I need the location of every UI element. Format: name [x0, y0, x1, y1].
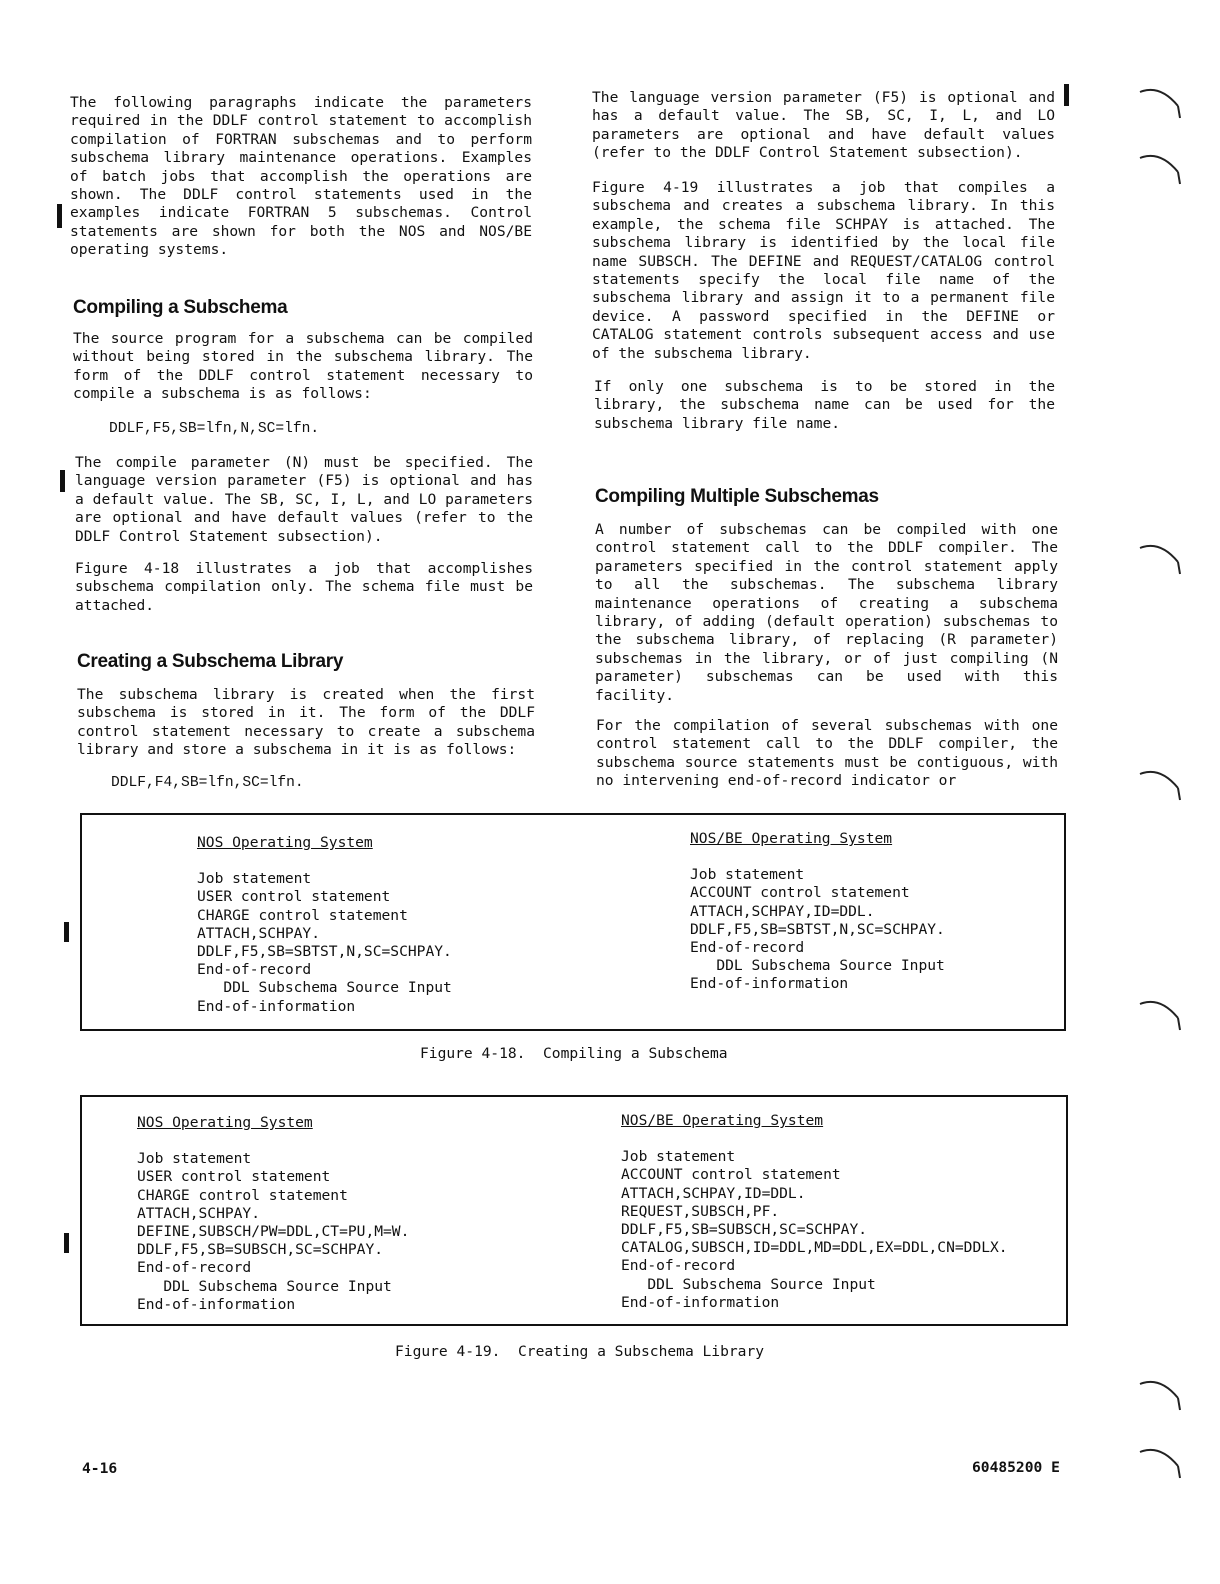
change-bar: [1064, 84, 1069, 106]
control-statement-line: End-of-record: [621, 1257, 736, 1275]
control-statement-line: End-of-information: [197, 997, 356, 1015]
figure-4-19-nosbe-column: [621, 1112, 1008, 1312]
binder-hole-icon: [1140, 90, 1180, 118]
control-statement-line: CHARGE control statement: [137, 1186, 348, 1204]
figure-4-18-nos-column: [197, 834, 452, 1016]
control-statement-line: CHARGE control statement: [197, 906, 408, 924]
control-statement-line: DDL Subschema Source Input: [621, 1275, 876, 1293]
nos-title: NOS Operating System: [197, 834, 373, 851]
control-statement-line: ATTACH,SCHPAY,ID=DDL.: [621, 1184, 806, 1202]
figure-4-19-nos-column: [137, 1114, 409, 1314]
control-statement-line: End-of-information: [690, 975, 849, 993]
control-statement-line: End-of-information: [621, 1293, 780, 1311]
control-statement-line: DDL Subschema Source Input: [690, 957, 945, 975]
control-statement-line: DDL Subschema Source Input: [197, 979, 452, 997]
control-statement-line: DDLF,F5,SB=SUBSCH,SC=SCHPAY.: [621, 1221, 868, 1239]
control-statement-line: End-of-record: [137, 1259, 252, 1277]
control-statement-line: DDLF,F5,SB=SUBSCH,SC=SCHPAY.: [137, 1241, 384, 1259]
nos-title: NOS Operating System: [137, 1114, 313, 1131]
nosbe-title: NOS/BE Operating System: [621, 1112, 824, 1129]
control-statement-line: DDL Subschema Source Input: [137, 1277, 392, 1295]
right-paragraph-2: Figure 4-19 illustrates a job that compiles a subschema and creates a subschema library. In this example, the schema file SCHPAY is attached. The subschema library is identified by the local file name SUBSCH. The DEFINE and REQUEST/CATALOG control statements specify the local file name of the subschema library and assign it to a permanent file device. A password specified in the DEFINE or CATALOG statement controls subsequent access and use of the subschema library.: [592, 179, 1055, 362]
compiling-paragraph-2: The compile parameter (N) must be specified. The language version parameter (F5) is optional and has a default value. The SB, SC, I, L, and LO parameters are optional and have default values (refer to the DDLF Control Statement subsection).: [75, 454, 533, 545]
page-number: 4-16: [82, 1460, 118, 1477]
control-statement-line: CATALOG,SUBSCH,ID=DDL,MD=DDL,EX=DDL,CN=DDLX.: [621, 1239, 1008, 1257]
compiling-paragraph-1: The source program for a subschema can be compiled without being stored in the subschema library. The form of the DDLF control statement necessary to compile a subschema is as follows:: [73, 330, 533, 403]
document-number: 60485200 E: [972, 1459, 1060, 1476]
control-statement-line: End-of-record: [690, 939, 805, 957]
control-statement-line: ATTACH,SCHPAY.: [137, 1204, 261, 1222]
binder-hole-icon: [1140, 1450, 1180, 1478]
binder-hole-icon: [1140, 772, 1180, 800]
change-bar: [60, 470, 65, 492]
control-statement-line: Job statement: [197, 870, 312, 888]
control-statement-line: USER control statement: [137, 1168, 331, 1186]
figure-4-18-caption: Figure 4-18. Compiling a Subschema: [420, 1045, 728, 1062]
binder-hole-icon: [1140, 546, 1180, 574]
right-paragraph-1: The language version parameter (F5) is optional and has a default value. The SB, SC, I, L, and LO parameters are optional and have default values (refer to the DDLF Control Statement subsection).: [592, 89, 1055, 162]
binder-hole-icon: [1140, 1002, 1180, 1030]
control-statement-line: ACCOUNT control statement: [690, 884, 910, 902]
change-bar: [64, 922, 69, 942]
right-paragraph-3: If only one subschema is to be stored in the library, the subschema name can be used for the subschema library file name.: [594, 378, 1055, 432]
control-statement-line: DEFINE,SUBSCH/PW=DDL,CT=PU,M=W.: [137, 1223, 410, 1241]
figure-4-19-caption: Figure 4-19. Creating a Subschema Library: [395, 1343, 765, 1360]
change-bar: [64, 1233, 69, 1253]
heading-compiling-subschema: Compiling a Subschema: [73, 297, 288, 318]
control-statement-line: Job statement: [621, 1148, 736, 1166]
control-statement-line: ACCOUNT control statement: [621, 1166, 841, 1184]
compiling-paragraph-3: Figure 4-18 illustrates a job that accomplishes subschema compilation only. The schema file must be attached.: [75, 560, 533, 614]
right-paragraph-4: A number of subschemas can be compiled with one control statement call to the DDLF compiler. The parameters specified in the control statement apply to all the subschemas. The subschema library maintenance operations of creating a subschema library, of adding (default operation) subschemas to the subschema library, of replacing (R parameter) subschemas in the library, or of just compiling (N parameter) subschemas can be used with this facility.: [595, 521, 1058, 704]
control-statement-line: USER control statement: [197, 888, 391, 906]
control-statement-line: ATTACH,SCHPAY,ID=DDL.: [690, 902, 875, 920]
binder-hole-icon: [1140, 156, 1180, 184]
change-bar: [57, 204, 62, 228]
control-statement-line: ATTACH,SCHPAY.: [197, 924, 321, 942]
right-paragraph-5: For the compilation of several subschemas with one control statement call to the DDLF compiler, the subschema source statements must be contiguous, with no intervening end-of-record indicator or: [596, 717, 1058, 790]
left-column: [70, 94, 532, 260]
control-statement-line: Job statement: [690, 866, 805, 884]
nosbe-title: NOS/BE Operating System: [690, 830, 893, 847]
creating-paragraph-1: The subschema library is created when the first subschema is stored in it. The form of the DDLF control statement necessary to create a subschema library and store a subschema in it is as follows:: [77, 686, 535, 759]
creating-code-example: DDLF,F4,SB=lfn,SC=lfn.: [111, 775, 304, 791]
control-statement-line: DDLF,F5,SB=SBTST,N,SC=SCHPAY.: [690, 920, 945, 938]
compiling-code-example: DDLF,F5,SB=lfn,N,SC=lfn.: [109, 421, 320, 437]
binder-holes: [1110, 0, 1220, 1584]
control-statement-line: Job statement: [137, 1150, 252, 1168]
right-column: [592, 89, 1055, 163]
figure-4-18-nosbe-column: [690, 830, 945, 994]
control-statement-line: DDLF,F5,SB=SBTST,N,SC=SCHPAY.: [197, 943, 452, 961]
heading-compiling-multiple: Compiling Multiple Subschemas: [595, 486, 879, 507]
control-statement-line: End-of-record: [197, 961, 312, 979]
control-statement-line: REQUEST,SUBSCH,PF.: [621, 1202, 780, 1220]
control-statement-line: End-of-information: [137, 1295, 296, 1313]
binder-hole-icon: [1140, 1382, 1180, 1410]
intro-paragraph: The following paragraphs indicate the parameters required in the DDLF control statement to accomplish compilation of FORTRAN subschemas and to perform subschema library maintenance operations. Examples of batch jobs that accomplish the operations are shown. The DDLF control statements used in the examples indicate FORTRAN 5 subschemas. Control statements are shown for both the NOS and NOS/BE operating systems.: [70, 94, 532, 259]
heading-creating-library: Creating a Subschema Library: [77, 651, 344, 672]
